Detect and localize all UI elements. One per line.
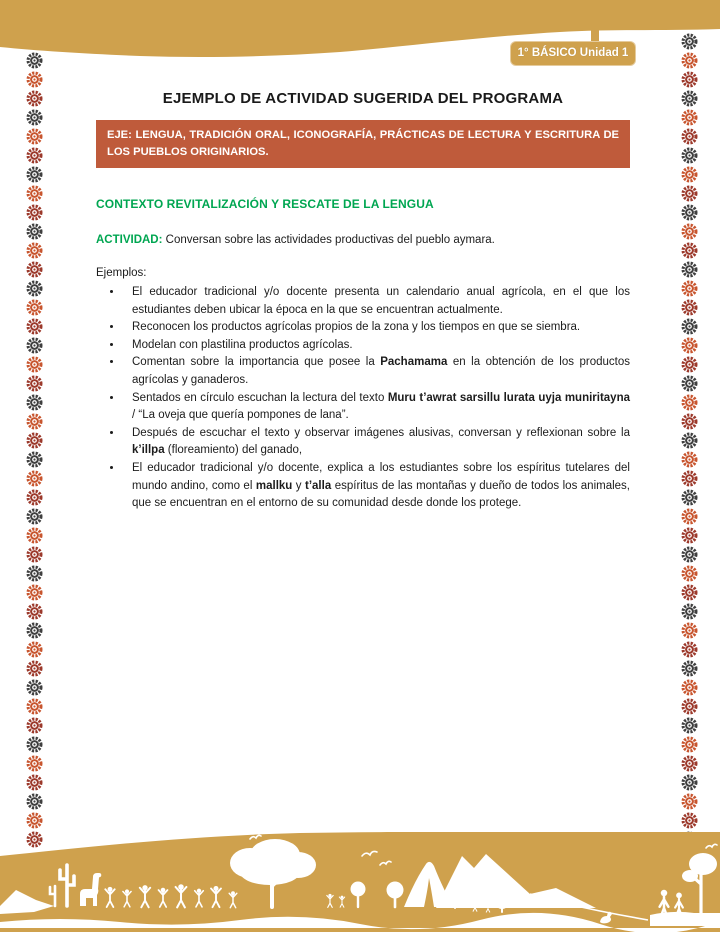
rosette-ornament-icon <box>26 812 43 829</box>
rosette-ornament-icon <box>681 356 698 373</box>
rosette-ornament-icon <box>26 546 43 563</box>
rosette-ornament-icon <box>681 584 698 601</box>
document-content <box>96 0 630 513</box>
rosette-ornament-icon <box>681 204 698 221</box>
list-item: • Modelan con plastilina productos agrícolas. <box>123 337 630 355</box>
rosette-ornament-icon <box>26 337 43 354</box>
rosette-ornament-icon <box>681 546 698 563</box>
rosette-ornament-icon <box>26 774 43 791</box>
list-item: • Sentados en círculo escuchan la lectura del texto Muru t’awrat sarsillu lurata uyja muniritayna / “La oveja que quería pompones de lana”. <box>123 390 630 425</box>
rosette-ornament-icon <box>26 413 43 430</box>
rosette-ornament-icon <box>26 508 43 525</box>
activity-text: Conversan sobre las actividades productivas del pueblo aymara. <box>162 234 495 246</box>
rosette-ornament-icon <box>681 90 698 107</box>
rosette-ornament-icon <box>681 717 698 734</box>
rosette-ornament-icon <box>26 527 43 544</box>
rosette-ornament-icon <box>681 109 698 126</box>
rosette-ornament-icon <box>26 755 43 772</box>
rosette-ornament-icon <box>26 717 43 734</box>
rosette-ornament-icon <box>681 755 698 772</box>
rosette-ornament-icon <box>681 33 698 50</box>
left-ornament-border <box>26 52 43 848</box>
rosette-ornament-icon <box>26 356 43 373</box>
rosette-ornament-icon <box>26 128 43 145</box>
rosette-ornament-icon <box>26 52 43 69</box>
activity-line <box>96 232 630 248</box>
rosette-ornament-icon <box>26 223 43 240</box>
rosette-ornament-icon <box>26 603 43 620</box>
rosette-ornament-icon <box>681 679 698 696</box>
rosette-ornament-icon <box>681 660 698 677</box>
rosette-ornament-icon <box>681 432 698 449</box>
list-item: • El educador tradicional y/o docente presenta un calendario anual agrícola, en el que los estudiantes deben ubicar la época en la que se encuentran actualmente. <box>123 284 630 319</box>
rosette-ornament-icon <box>681 603 698 620</box>
unit-badge: 1° BÁSICO Unidad 1 <box>510 41 636 66</box>
rosette-ornament-icon <box>26 185 43 202</box>
rosette-ornament-icon <box>681 508 698 525</box>
rosette-ornament-icon <box>681 71 698 88</box>
examples-list <box>96 284 630 513</box>
rosette-ornament-icon <box>681 185 698 202</box>
rosette-ornament-icon <box>681 413 698 430</box>
rosette-ornament-icon <box>26 280 43 297</box>
rosette-ornament-icon <box>26 565 43 582</box>
rosette-ornament-icon <box>681 451 698 468</box>
rosette-ornament-icon <box>681 641 698 658</box>
list-item: • Reconocen los productos agrícolas propios de la zona y los tiempos en que se siembra. <box>123 319 630 337</box>
rosette-ornament-icon <box>681 489 698 506</box>
rosette-ornament-icon <box>681 166 698 183</box>
rosette-ornament-icon <box>681 242 698 259</box>
right-ornament-border <box>681 33 698 848</box>
rosette-ornament-icon <box>26 432 43 449</box>
rosette-ornament-icon <box>681 128 698 145</box>
rosette-ornament-icon <box>26 394 43 411</box>
rosette-ornament-icon <box>681 622 698 639</box>
footer-landscape-illustration <box>0 832 720 932</box>
page-title: EJEMPLO DE ACTIVIDAD SUGERIDA DEL PROGRAMA <box>162 90 564 107</box>
rosette-ornament-icon <box>26 679 43 696</box>
rosette-ornament-icon <box>26 736 43 753</box>
rosette-ornament-icon <box>681 470 698 487</box>
list-item: • Después de escuchar el texto y observar imágenes alusivas, conversan y reflexionan sobre la k’illpa (floreamiento) del ganado, <box>123 425 630 460</box>
rosette-ornament-icon <box>681 299 698 316</box>
rosette-ornament-icon <box>26 698 43 715</box>
rosette-ornament-icon <box>26 261 43 278</box>
rosette-ornament-icon <box>26 489 43 506</box>
rosette-ornament-icon <box>681 394 698 411</box>
rosette-ornament-icon <box>26 318 43 335</box>
rosette-ornament-icon <box>681 812 698 829</box>
rosette-ornament-icon <box>26 204 43 221</box>
rosette-ornament-icon <box>26 451 43 468</box>
rosette-ornament-icon <box>681 280 698 297</box>
rosette-ornament-icon <box>681 223 698 240</box>
examples-label: Ejemplos: <box>96 267 147 279</box>
rosette-ornament-icon <box>681 318 698 335</box>
list-item: • El educador tradicional y/o docente, explica a los estudiantes sobre los espíritus tutelares del mundo andino, como el mallku y t’alla espíritus de las montañas y dueño de todos los animales, que se encuentran en el entorno de su comunidad desde donde los protege. <box>123 460 630 513</box>
rosette-ornament-icon <box>26 622 43 639</box>
rosette-ornament-icon <box>26 641 43 658</box>
rosette-ornament-icon <box>681 337 698 354</box>
rosette-ornament-icon <box>26 375 43 392</box>
rosette-ornament-icon <box>26 109 43 126</box>
rosette-ornament-icon <box>681 736 698 753</box>
rosette-ornament-icon <box>681 698 698 715</box>
rosette-ornament-icon <box>681 147 698 164</box>
rosette-ornament-icon <box>26 71 43 88</box>
rosette-ornament-icon <box>681 375 698 392</box>
list-item: • Comentan sobre la importancia que posee la Pachamama en la obtención de los productos agrícolas y ganaderos. <box>123 354 630 389</box>
rosette-ornament-icon <box>26 584 43 601</box>
rosette-ornament-icon <box>26 166 43 183</box>
rosette-ornament-icon <box>26 793 43 810</box>
rosette-ornament-icon <box>26 470 43 487</box>
rosette-ornament-icon <box>26 242 43 259</box>
rosette-ornament-icon <box>26 90 43 107</box>
rosette-ornament-icon <box>681 52 698 69</box>
rosette-ornament-icon <box>681 261 698 278</box>
rosette-ornament-icon <box>681 793 698 810</box>
activity-label: ACTIVIDAD: <box>96 234 163 246</box>
context-heading: CONTEXTO REVITALIZACIÓN Y RESCATE DE LA LENGUA <box>96 197 434 211</box>
rosette-ornament-icon <box>681 527 698 544</box>
rosette-ornament-icon <box>26 147 43 164</box>
eje-banner: EJE: LENGUA, TRADICIÓN ORAL, ICONOGRAFÍA, PRÁCTICAS DE LECTURA Y ESCRITURA DE LOS PUEBLOS ORIGINARIOS. <box>96 120 630 168</box>
rosette-ornament-icon <box>26 660 43 677</box>
rosette-ornament-icon <box>681 565 698 582</box>
rosette-ornament-icon <box>26 299 43 316</box>
rosette-ornament-icon <box>681 774 698 791</box>
